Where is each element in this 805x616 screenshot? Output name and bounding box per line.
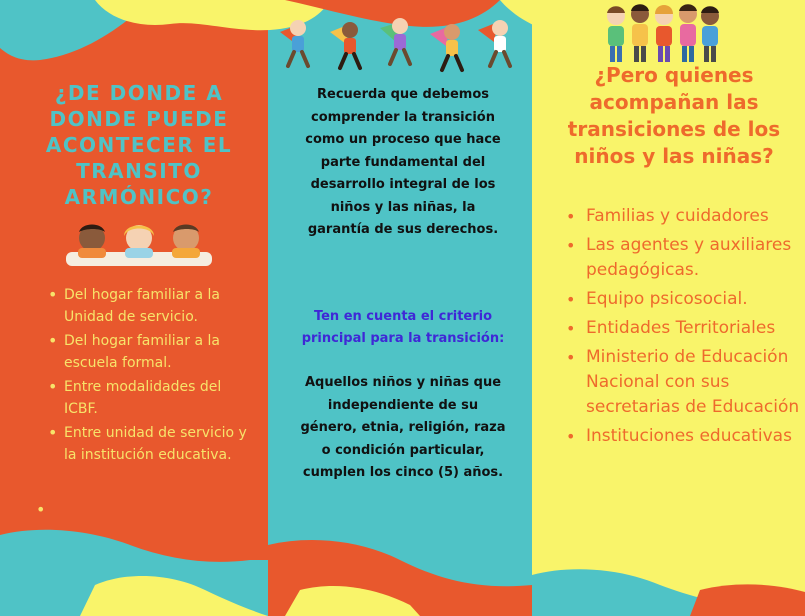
- running-kid: [380, 18, 410, 64]
- transition-paragraph: Recuerda que debemos comprender la transición como un proceso que hace parte fundamental del desarrollo integral de los niños y las niñas, la garantía de sus derechos.: [305, 87, 501, 237]
- children-running-with-capes-illustration: [274, 10, 524, 76]
- empty-bullet-icon: •: [36, 500, 46, 519]
- list-item: • Familias y cuidadores: [564, 204, 804, 229]
- right-title: ¿Pero quienes acompañan las transiciones de los niños y las niñas?: [567, 63, 781, 168]
- standing-kid: [679, 4, 697, 62]
- standing-kid: [655, 5, 673, 62]
- list-item: • Entidades Territoriales: [564, 316, 804, 341]
- left-column: [0, 0, 268, 616]
- list-item: • Instituciones educativas: [564, 424, 804, 449]
- running-kid: [280, 20, 308, 66]
- left-list: [48, 284, 258, 468]
- group-of-children-standing-illustration: [602, 2, 722, 66]
- list-item: • Del hogar familiar a la Unidad de servicio.: [48, 284, 258, 328]
- list-item: • Entre modalidades del ICBF.: [48, 376, 258, 420]
- standing-kid: [631, 4, 649, 62]
- right-column: [532, 0, 805, 616]
- three-children-lying-illustration: [64, 212, 214, 270]
- running-kid: [478, 20, 510, 66]
- list-item: • Del hogar familiar a la escuela formal.: [48, 330, 258, 374]
- right-list: [564, 204, 804, 453]
- list-item: • Entre unidad de servicio y la institución educativa.: [48, 422, 258, 466]
- running-kid: [430, 24, 462, 70]
- criteria-paragraph: Aquellos niños y niñas que independiente de su género, etnia, religión, raza o condición particular, cumplen los cinco (5) años.: [300, 375, 506, 480]
- left-title: ¿DE DONDE A DONDE PUEDE ACONTECER EL TRANSITO ARMÓNICO?: [45, 81, 233, 209]
- standing-kid: [607, 6, 625, 62]
- list-item: • Las agentes y auxiliares pedagógicas.: [564, 233, 804, 283]
- middle-column: [268, 0, 532, 616]
- criteria-heading: Ten en cuenta el criterio principal para la transición:: [301, 309, 505, 346]
- running-kid: [330, 22, 360, 68]
- standing-kid: [701, 6, 719, 62]
- list-item: • Ministerio de Educación Nacional con sus secretarias de Educación: [564, 345, 804, 420]
- list-item: • Equipo psicosocial.: [564, 287, 804, 312]
